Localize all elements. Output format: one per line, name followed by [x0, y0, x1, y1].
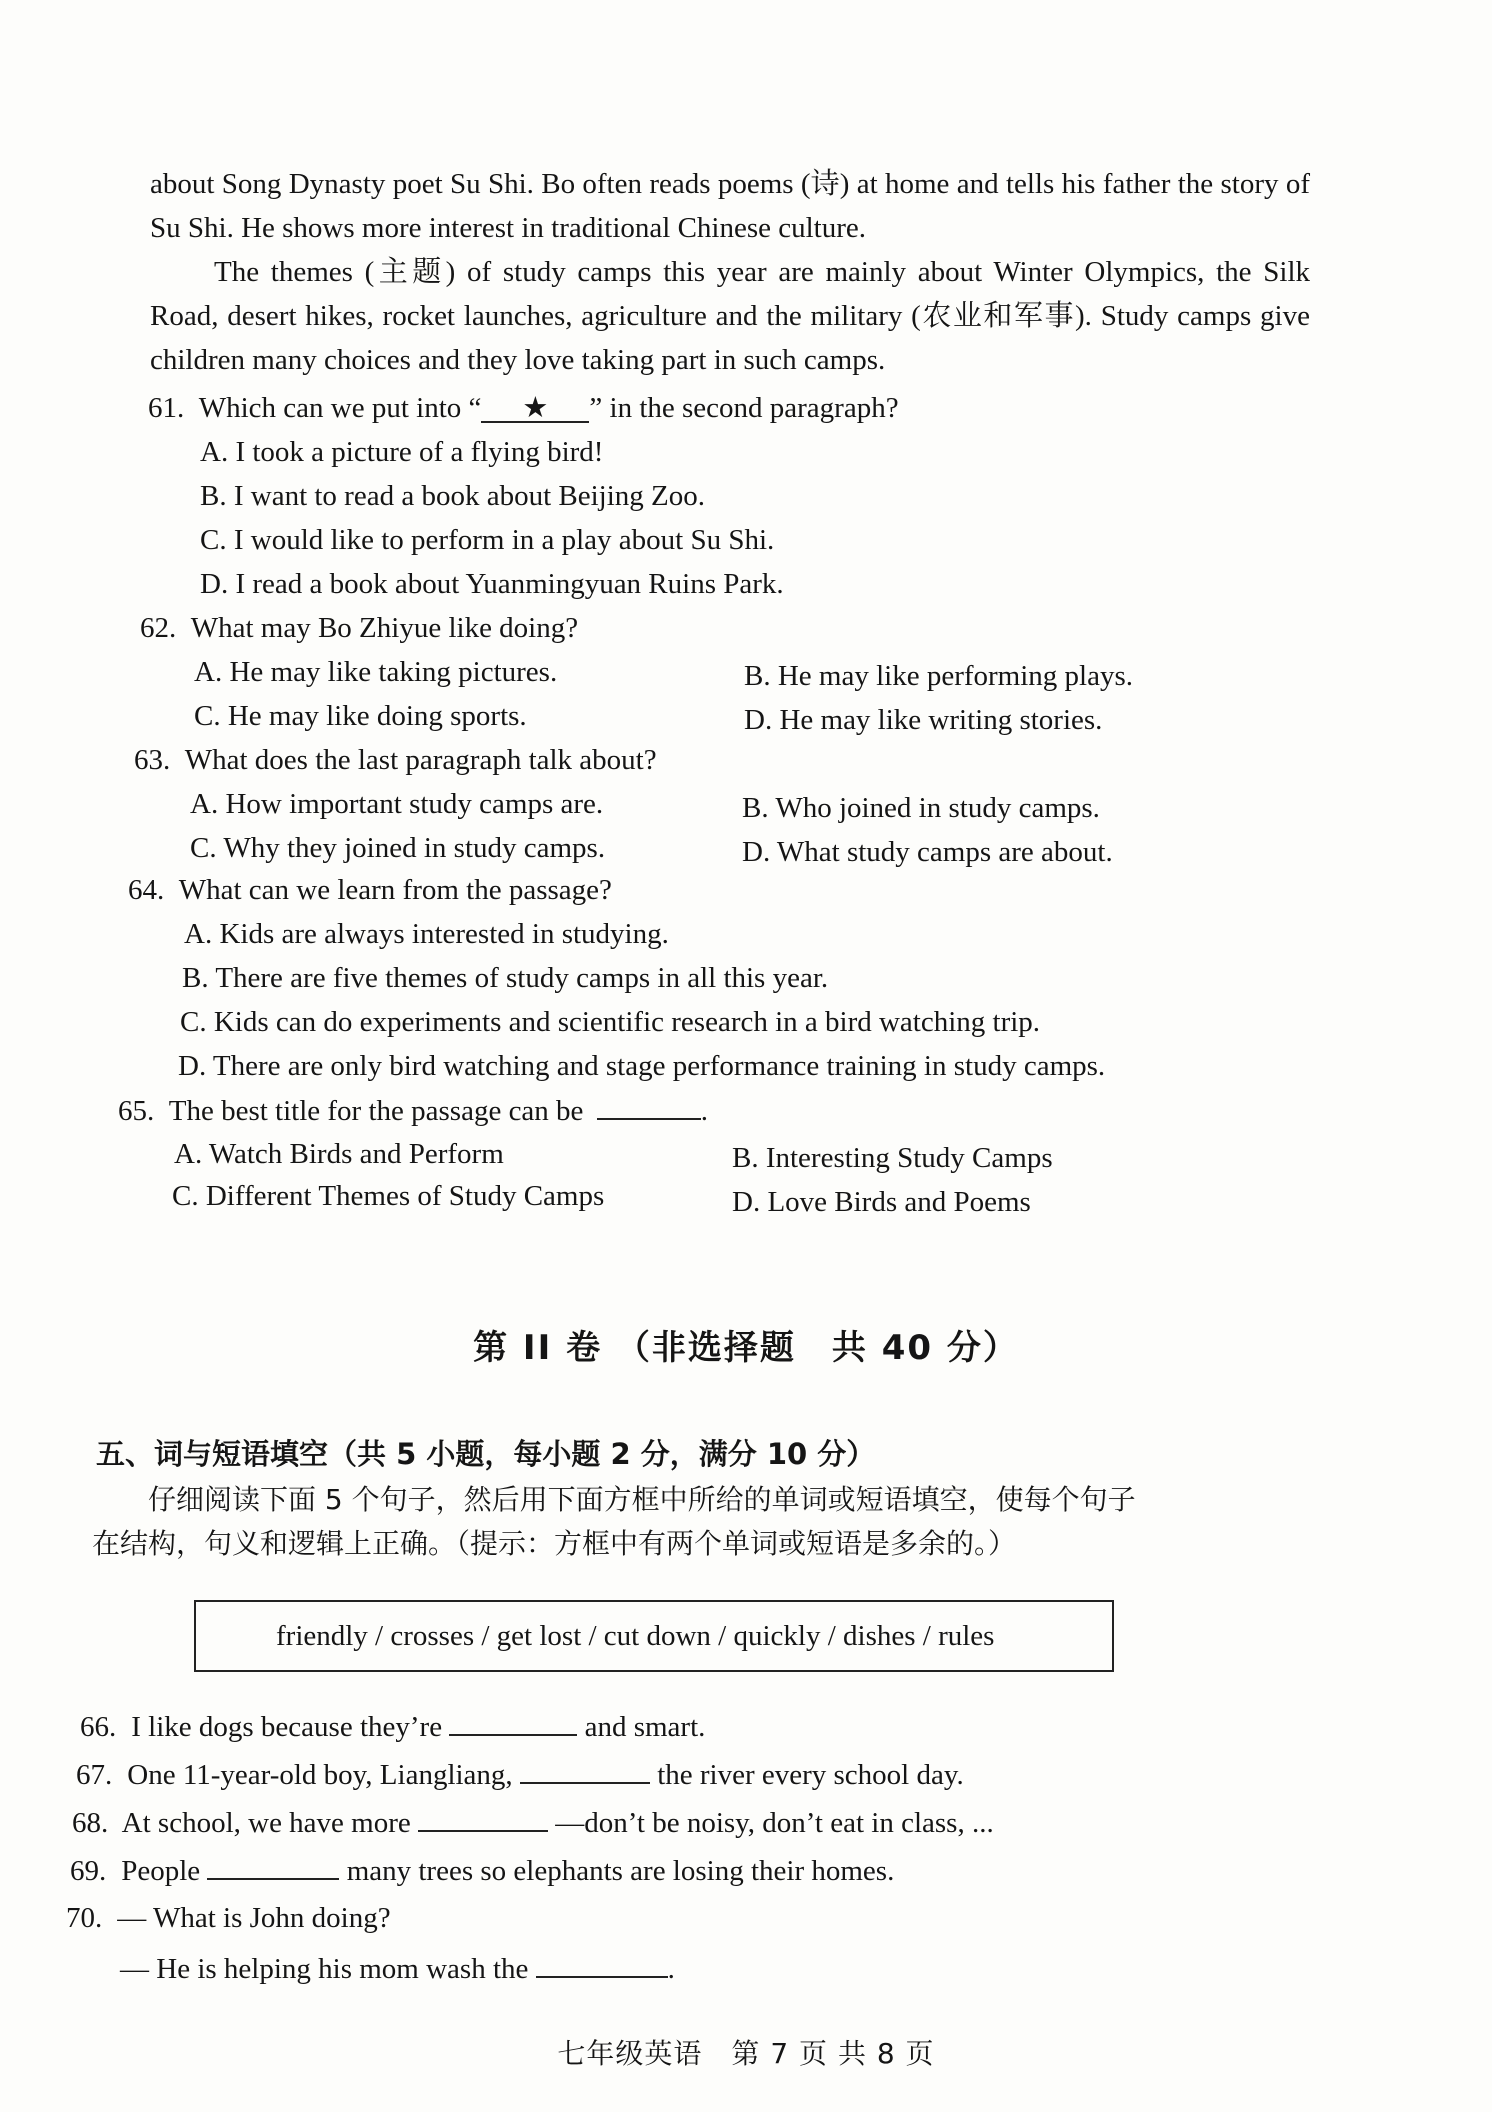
answer-blank[interactable]	[207, 1852, 339, 1880]
question-stem: What may Bo Zhiyue like doing?	[190, 612, 579, 644]
option-62-a: A. He may like taking pictures.	[194, 656, 558, 688]
passage-paragraph-1: about Song Dynasty poet Su Shi. Bo often reads poems (诗) at home and tells his father the story of Su Shi. He shows more interest in traditional Chinese culture.	[150, 168, 1310, 244]
option-64-b: B. There are five themes of study camps in all this year.	[182, 962, 829, 994]
answer-blank[interactable]	[418, 1804, 548, 1832]
question-number: 67.	[76, 1759, 113, 1791]
fill-70	[66, 1900, 391, 1936]
instruction-line-1: 仔细阅读下面 5 个句子，然后用下面方框中所给的单词或短语填空，使每个句子	[148, 1483, 1136, 1516]
page-footer: 七年级英语 第 7 页 共 8 页	[557, 2037, 935, 2070]
sentence-end: —don’t be noisy, don’t eat in class, ...	[555, 1807, 994, 1839]
sentence-start: One 11-year-old boy, Liangliang,	[127, 1759, 513, 1791]
question-64	[128, 872, 612, 908]
answer-blank[interactable]	[536, 1950, 668, 1978]
option-62-d: D. He may like writing stories.	[744, 704, 1103, 736]
option-65-b: B. Interesting Study Camps	[732, 1142, 1053, 1174]
answer-blank[interactable]	[597, 1092, 701, 1120]
question-61	[148, 390, 899, 426]
question-number: 66.	[80, 1711, 117, 1743]
option-64-c: C. Kids can do experiments and scientific research in a bird watching trip.	[180, 1006, 1041, 1038]
question-65	[118, 1092, 708, 1129]
star-blank	[481, 392, 589, 424]
question-stem: The best title for the passage can be	[168, 1095, 584, 1127]
sentence-start: People	[121, 1855, 201, 1887]
option-61-c: C. I would like to perform in a play about Su Shi.	[200, 524, 775, 556]
answer-blank[interactable]	[449, 1708, 577, 1736]
dialogue-line-2: — He is helping his mom wash the	[120, 1953, 529, 1985]
fill-66	[80, 1708, 705, 1745]
question-stem-end: .	[700, 1095, 708, 1127]
question-number: 63.	[134, 744, 171, 776]
option-61-d: D. I read a book about Yuanmingyuan Ruins Park.	[200, 568, 784, 600]
question-number: 61.	[148, 392, 185, 424]
option-62-b: B. He may like performing plays.	[744, 660, 1133, 692]
sentence-start: At school, we have more	[121, 1807, 411, 1839]
option-63-d: D. What study camps are about.	[742, 836, 1113, 868]
question-number: 70.	[66, 1902, 103, 1934]
option-63-b: B. Who joined in study camps.	[742, 792, 1100, 824]
question-stem: What can we learn from the passage?	[178, 874, 612, 906]
sentence-end: .	[667, 1953, 675, 1985]
option-65-d: D. Love Birds and Poems	[732, 1186, 1031, 1218]
option-65-c: C. Different Themes of Study Camps	[172, 1180, 605, 1212]
option-64-a: A. Kids are always interested in studying.	[184, 918, 669, 950]
part-two-title: 第 II 卷 （非选择题 共 40 分）	[473, 1328, 1019, 1368]
section-five-heading: 五、词与短语填空（共 5 小题，每小题 2 分，满分 10 分）	[96, 1437, 876, 1471]
question-stem-end: ” in the second paragraph?	[589, 392, 899, 424]
question-63	[134, 742, 657, 778]
option-62-c: C. He may like doing sports.	[194, 700, 527, 732]
sentence-end: and smart.	[584, 1711, 706, 1743]
question-stem-start: Which can we put into “	[198, 392, 482, 424]
question-number: 65.	[118, 1095, 155, 1127]
question-number: 62.	[140, 612, 177, 644]
question-stem: What does the last paragraph talk about?	[184, 744, 657, 776]
sentence-end: the river every school day.	[657, 1759, 964, 1791]
sentence-end: many trees so elephants are losing their homes.	[346, 1855, 895, 1887]
option-65-a: A. Watch Birds and Perform	[174, 1138, 504, 1170]
star-icon: ★	[522, 392, 549, 424]
question-62	[140, 610, 578, 646]
option-63-a: A. How important study camps are.	[190, 788, 604, 820]
fill-68	[72, 1804, 994, 1841]
fill-69	[70, 1852, 894, 1889]
fill-67	[76, 1756, 964, 1793]
answer-blank[interactable]	[520, 1756, 650, 1784]
fill-70-line-2	[120, 1950, 675, 1987]
sentence-start: I like dogs because they’re	[131, 1711, 443, 1743]
option-63-c: C. Why they joined in study camps.	[190, 832, 606, 864]
option-64-d: D. There are only bird watching and stage performance training in study camps.	[178, 1050, 1106, 1082]
question-number: 68.	[72, 1807, 109, 1839]
dialogue-line-1: — What is John doing?	[117, 1902, 391, 1934]
word-box: friendly / crosses / get lost / cut down / quickly / dishes / rules	[194, 1600, 1114, 1672]
option-61-b: B. I want to read a book about Beijing Zoo.	[200, 480, 705, 512]
question-number: 64.	[128, 874, 165, 906]
question-number: 69.	[70, 1855, 107, 1887]
passage-paragraph-2: The themes (主题) of study camps this year are mainly about Winter Olympics, the Silk Road, desert hikes, rocket launches, agriculture and the military (农业和军事). Study camps give children many choices and they love taking part in such camps.	[150, 256, 1310, 376]
option-61-a: A. I took a picture of a flying bird!	[200, 436, 604, 468]
instruction-line-2: 在结构，句义和逻辑上正确。（提示：方框中有两个单词或短语是多余的。）	[92, 1527, 1017, 1560]
